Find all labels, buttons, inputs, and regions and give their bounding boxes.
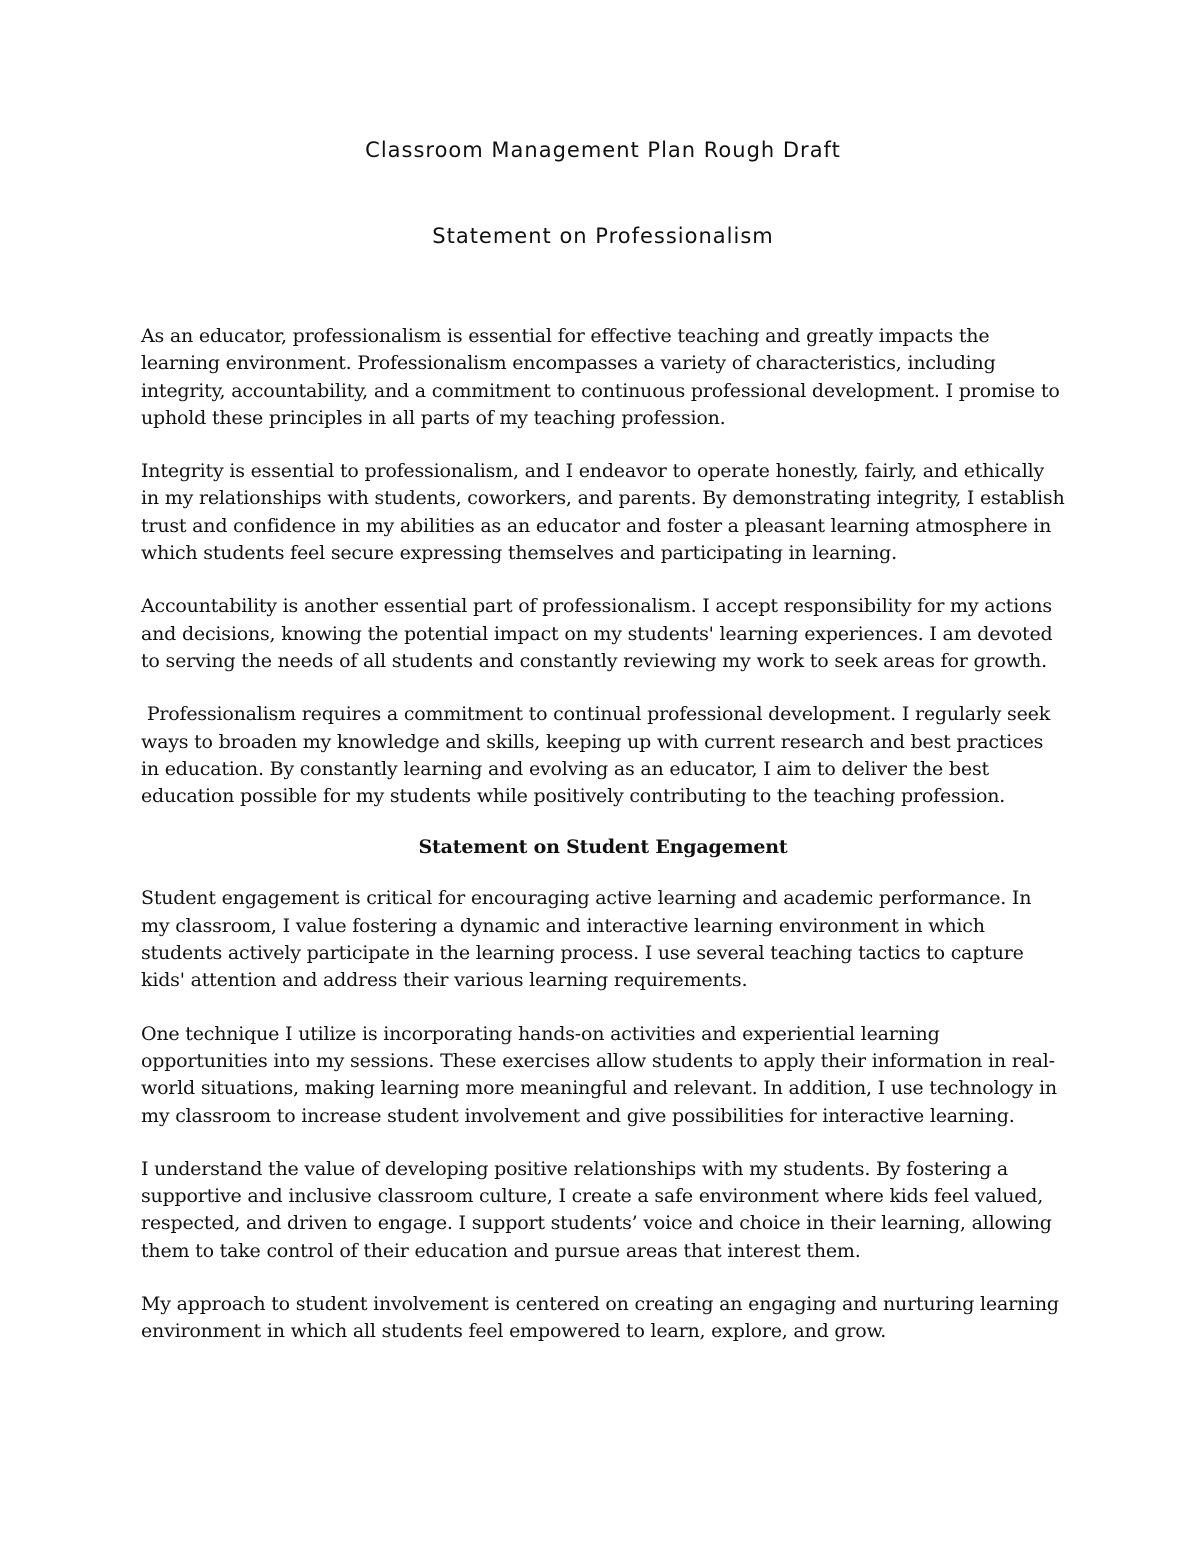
paragraph: My approach to student involvement is centered on creating an engaging and nurturing learning environment in which all students feel empowered to learn, explore, and grow. xyxy=(141,1293,1059,1343)
paragraph: Professionalism requires a commitment to continual professional development. I regularly seek ways to broaden my knowledge and skills, keeping up with current research and best practices in education. By constantly learning and evolving as an educator, I aim to deliver the best education possible for my students while positively contributing to the teaching profession. xyxy=(141,703,1056,808)
paragraph: Accountability is another essential part of professionalism. I accept responsibility for my actions and decisions, knowing the potential impact on my students' learning experiences. I am devoted to serving the needs of all students and constantly reviewing my work to seek areas for growth. xyxy=(141,595,1053,672)
paragraph: One technique I utilize is incorporating hands-on activities and experiential learning opportunities into my sessions. These exercises allow students to apply their information in real-world situations, making learning more meaningful and relevant. In addition, I use technology in my classroom to increase student involvement and give possibilities for interactive learning. xyxy=(141,1022,1057,1127)
section-heading-student-engagement: Statement on Student Engagement xyxy=(418,836,788,859)
section-heading-professionalism: Statement on Professionalism xyxy=(432,224,774,248)
paragraph: Student engagement is critical for encouraging active learning and academic performance. In my classroom, I value fostering a dynamic and interactive learning environment in which students actively participate in the learning process. I use several teaching tactics to capture kids' attention and address their various learning requirements. xyxy=(141,887,1032,992)
paragraph: I understand the value of developing positive relationships with my students. By fostering a supportive and inclusive classroom culture, I create a safe environment where kids feel valued, respected, and driven to engage. I support students’ voice and choice in their learning, allowing them to take control of their education and pursue areas that interest them. xyxy=(141,1157,1052,1262)
paragraph: As an educator, professionalism is essential for effective teaching and greatly impacts the learning environment. Professionalism encompasses a variety of characteristics, including integrity, accountability, and a commitment to continuous professional development. I promise to uphold these principles in all parts of my teaching profession. xyxy=(141,325,1060,429)
document-body xyxy=(141,138,1065,1372)
document-title: Classroom Management Plan Rough Draft xyxy=(365,138,841,162)
paragraph: Integrity is essential to professionalism, and I endeavor to operate honestly, fairly, and ethically in my relationships with students, coworkers, and parents. By demonstrating integrity, I establish trust and confidence in my abilities as an educator and foster a pleasant learning atmosphere in which students feel secure expressing themselves and participating in learning. xyxy=(141,460,1065,565)
